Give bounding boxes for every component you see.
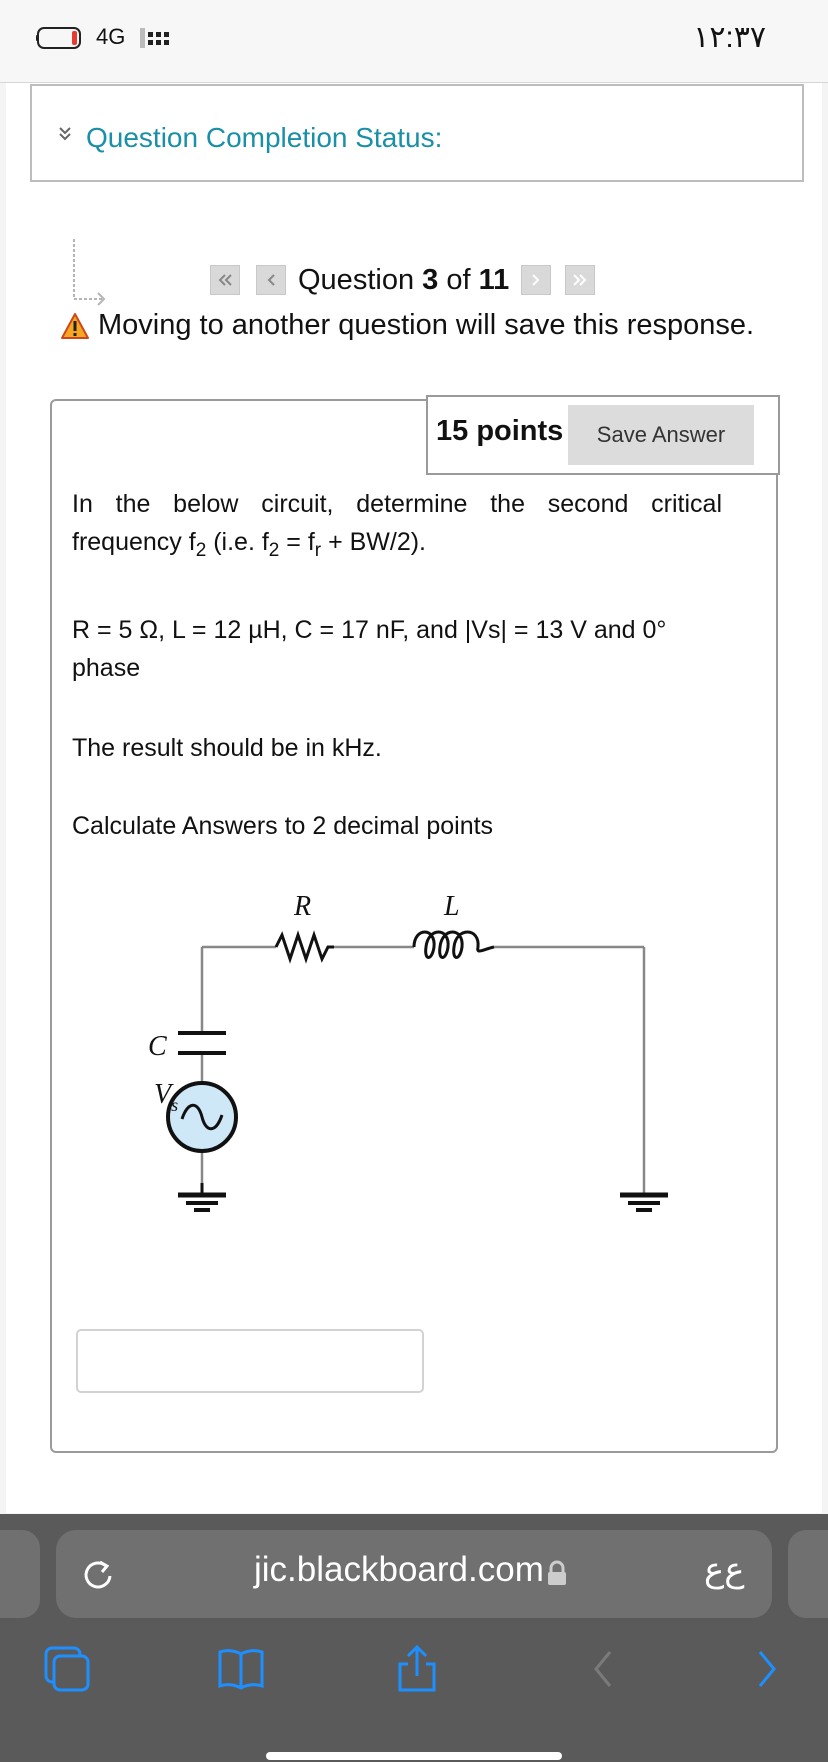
url-text[interactable]: jic.blackboard.com	[254, 1550, 544, 1589]
answer-input[interactable]	[76, 1329, 424, 1393]
chevron-left-icon	[263, 272, 279, 288]
rlc-circuit-diagram	[124, 883, 684, 1263]
bookmarks-icon[interactable]	[216, 1644, 266, 1694]
save-warning	[60, 309, 754, 342]
points-header	[426, 395, 780, 475]
reload-icon[interactable]	[80, 1556, 116, 1592]
network-type: 4G	[96, 24, 126, 49]
resistor-label: R	[294, 891, 312, 922]
ac-source-symbol	[168, 1083, 236, 1151]
address-bar[interactable]	[56, 1530, 772, 1618]
last-question-button[interactable]	[565, 265, 595, 295]
next-tab-preview[interactable]	[788, 1530, 828, 1618]
tabs-icon[interactable]	[42, 1644, 92, 1694]
double-chevron-down-icon	[58, 126, 72, 142]
back-icon[interactable]	[580, 1644, 630, 1694]
completion-status-panel[interactable]	[30, 84, 804, 182]
capacitor-symbol	[178, 1033, 226, 1053]
tree-connector-icon	[72, 237, 112, 307]
question-navigation	[210, 261, 595, 299]
chevron-right-icon	[528, 272, 544, 288]
first-question-button[interactable]	[210, 265, 240, 295]
capacitor-label: C	[148, 1031, 167, 1062]
inductor-symbol	[414, 932, 494, 958]
double-chevron-left-icon	[217, 272, 233, 288]
question-parameters: R = 5 Ω, L = 12 µH, C = 17 nF, and |Vs| = 13 V and 0° phase	[72, 616, 667, 682]
signal-icon	[140, 26, 174, 50]
question-points: 15 points	[436, 415, 564, 447]
save-warning-text: Moving to another question will save this response.	[98, 309, 755, 341]
home-indicator	[266, 1752, 562, 1760]
lock-icon	[546, 1560, 568, 1586]
ground-symbol	[178, 1183, 226, 1210]
status-time: ١٢:٣٧	[693, 21, 766, 54]
question-precision-note: Calculate Answers to 2 decimal points	[72, 812, 494, 840]
ground-symbol	[620, 1195, 668, 1210]
previous-tab-preview[interactable]	[0, 1530, 40, 1618]
double-chevron-right-icon	[572, 272, 588, 288]
next-question-button[interactable]	[521, 265, 551, 295]
question-unit-note: The result should be in kHz.	[72, 734, 382, 762]
completion-status-label[interactable]: Question Completion Status:	[86, 122, 443, 153]
previous-question-button[interactable]	[256, 265, 286, 295]
question-counter: Question 3 of 11	[298, 263, 510, 296]
page-content	[6, 83, 822, 1513]
warning-icon	[60, 312, 90, 340]
question-prompt: In the below circuit, determine the second critical frequency $f_2$ (i.e. $f_2 = f_r + BW/2$).	[72, 490, 722, 561]
battery-icon	[36, 26, 84, 50]
resistor-symbol	[276, 935, 334, 959]
save-answer-button[interactable]: Save Answer	[568, 405, 754, 465]
status-bar	[0, 0, 828, 83]
source-label: $V_s$	[154, 1079, 179, 1115]
inductor-label: L	[444, 891, 460, 922]
forward-icon[interactable]	[742, 1644, 792, 1694]
browser-bar	[0, 1514, 828, 1762]
share-icon[interactable]	[392, 1644, 442, 1694]
reader-settings-button[interactable]: ﻉﻉ	[704, 1551, 745, 1589]
